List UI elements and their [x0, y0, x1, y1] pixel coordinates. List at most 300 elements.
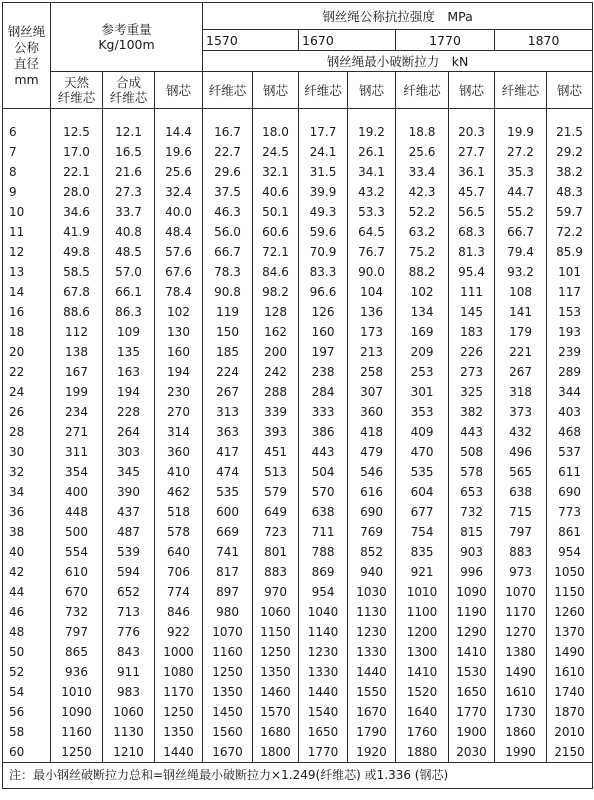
value-cell: 1350 — [203, 682, 253, 702]
value-cell: 45.7 — [449, 182, 495, 202]
table-row — [3, 222, 593, 242]
value-cell: 1200 — [396, 622, 449, 642]
value-cell: 78.4 — [155, 282, 203, 302]
value-cell: 96.6 — [299, 282, 348, 302]
value-cell: 1290 — [449, 622, 495, 642]
diameter-cell: 18 — [3, 322, 51, 342]
value-cell: 903 — [449, 542, 495, 562]
value-cell: 897 — [203, 582, 253, 602]
value-cell: 1760 — [396, 722, 449, 742]
table-row — [3, 262, 593, 282]
value-cell: 34.6 — [51, 202, 103, 222]
table-row — [3, 622, 593, 642]
value-cell: 179 — [495, 322, 547, 342]
value-cell: 75.2 — [396, 242, 449, 262]
value-cell: 715 — [495, 502, 547, 522]
value-cell: 224 — [203, 362, 253, 382]
value-cell: 1350 — [155, 722, 203, 742]
value-cell: 36.1 — [449, 162, 495, 182]
value-cell: 19.2 — [348, 122, 396, 142]
value-cell: 437 — [103, 502, 155, 522]
value-cell: 43.2 — [348, 182, 396, 202]
value-cell: 1300 — [396, 642, 449, 662]
value-cell: 109 — [103, 322, 155, 342]
value-cell: 400 — [51, 482, 103, 502]
table-row — [3, 182, 593, 202]
value-cell: 1680 — [253, 722, 299, 742]
value-cell: 1130 — [348, 602, 396, 622]
value-cell: 462 — [155, 482, 203, 502]
value-cell: 537 — [547, 442, 593, 462]
value-cell: 741 — [203, 542, 253, 562]
grade-1770-fiber-header: 纤维芯 — [396, 72, 449, 109]
value-cell: 135 — [103, 342, 155, 362]
value-cell: 1040 — [299, 602, 348, 622]
value-cell: 443 — [449, 422, 495, 442]
value-cell: 59.7 — [547, 202, 593, 222]
strength-grade-1770: 1770 — [396, 30, 495, 51]
value-cell: 66.7 — [495, 222, 547, 242]
diameter-cell: 13 — [3, 262, 51, 282]
value-cell: 49.3 — [299, 202, 348, 222]
diameter-cell: 34 — [3, 482, 51, 502]
diameter-cell: 58 — [3, 722, 51, 742]
value-cell: 193 — [547, 322, 593, 342]
value-cell: 578 — [449, 462, 495, 482]
value-cell: 1160 — [51, 722, 103, 742]
value-cell: 68.3 — [449, 222, 495, 242]
weight-synthetic-fiber-line-2: 纤维芯 — [109, 90, 148, 105]
value-cell: 711 — [299, 522, 348, 542]
value-cell: 101 — [547, 262, 593, 282]
value-cell: 228 — [103, 402, 155, 422]
value-cell: 35.3 — [495, 162, 547, 182]
value-cell: 1270 — [495, 622, 547, 642]
value-cell: 1250 — [253, 642, 299, 662]
value-cell: 508 — [449, 442, 495, 462]
value-cell: 20.3 — [449, 122, 495, 142]
value-cell: 16.7 — [203, 122, 253, 142]
table-row — [3, 142, 593, 162]
table-row — [3, 662, 593, 682]
value-cell: 32.4 — [155, 182, 203, 202]
value-cell: 25.6 — [155, 162, 203, 182]
value-cell: 63.2 — [396, 222, 449, 242]
value-cell: 443 — [299, 442, 348, 462]
value-cell: 289 — [547, 362, 593, 382]
table-header — [3, 3, 593, 109]
value-cell: 78.3 — [203, 262, 253, 282]
diameter-cell: 56 — [3, 702, 51, 722]
value-cell: 24.1 — [299, 142, 348, 162]
value-cell: 57.6 — [155, 242, 203, 262]
diameter-cell: 10 — [3, 202, 51, 222]
value-cell: 90.0 — [348, 262, 396, 282]
diameter-cell: 12 — [3, 242, 51, 262]
table-row — [3, 562, 593, 582]
value-cell: 706 — [155, 562, 203, 582]
value-cell: 1450 — [203, 702, 253, 722]
value-cell: 1870 — [547, 702, 593, 722]
value-cell: 57.0 — [103, 262, 155, 282]
table-row — [3, 422, 593, 442]
value-cell: 12.1 — [103, 122, 155, 142]
value-cell: 119 — [203, 302, 253, 322]
value-cell: 34.1 — [348, 162, 396, 182]
value-cell: 27.3 — [103, 182, 155, 202]
value-cell: 33.4 — [396, 162, 449, 182]
value-cell: 28.0 — [51, 182, 103, 202]
value-cell: 732 — [449, 502, 495, 522]
value-cell: 169 — [396, 322, 449, 342]
value-cell: 48.5 — [103, 242, 155, 262]
diameter-cell: 44 — [3, 582, 51, 602]
value-cell: 67.8 — [51, 282, 103, 302]
value-cell: 835 — [396, 542, 449, 562]
diameter-header — [3, 3, 51, 109]
value-cell: 17.0 — [51, 142, 103, 162]
value-cell: 18.0 — [253, 122, 299, 142]
grade-1670-fiber-header: 纤维芯 — [299, 72, 348, 109]
value-cell: 76.7 — [348, 242, 396, 262]
value-cell: 1800 — [253, 742, 299, 763]
value-cell: 604 — [396, 482, 449, 502]
table-body — [3, 109, 593, 763]
value-cell: 513 — [253, 462, 299, 482]
value-cell: 44.7 — [495, 182, 547, 202]
diameter-cell: 24 — [3, 382, 51, 402]
value-cell: 303 — [103, 442, 155, 462]
table-row — [3, 402, 593, 422]
value-cell: 403 — [547, 402, 593, 422]
value-cell: 46.3 — [203, 202, 253, 222]
value-cell: 49.8 — [51, 242, 103, 262]
value-cell: 1670 — [203, 742, 253, 763]
value-cell: 1740 — [547, 682, 593, 702]
value-cell: 19.6 — [155, 142, 203, 162]
value-cell: 1250 — [51, 742, 103, 763]
value-cell: 48.3 — [547, 182, 593, 202]
value-cell: 797 — [495, 522, 547, 542]
table-row — [3, 602, 593, 622]
value-cell: 66.7 — [203, 242, 253, 262]
value-cell: 27.2 — [495, 142, 547, 162]
value-cell: 353 — [396, 402, 449, 422]
value-cell: 194 — [155, 362, 203, 382]
value-cell: 318 — [495, 382, 547, 402]
value-cell: 60.6 — [253, 222, 299, 242]
table-note: 注：最小钢丝破断拉力总和=钢丝绳最小破断拉力×1.249(纤维芯) 或1.336 (钢芯) — [3, 763, 593, 789]
table-row — [3, 542, 593, 562]
value-cell: 1090 — [449, 582, 495, 602]
value-cell: 579 — [253, 482, 299, 502]
diameter-cell: 20 — [3, 342, 51, 362]
value-cell: 64.5 — [348, 222, 396, 242]
value-cell: 238 — [299, 362, 348, 382]
table-row — [3, 742, 593, 763]
value-cell: 67.6 — [155, 262, 203, 282]
value-cell: 1410 — [449, 642, 495, 662]
value-cell: 773 — [547, 502, 593, 522]
value-cell: 713 — [103, 602, 155, 622]
value-cell: 1370 — [547, 622, 593, 642]
value-cell: 861 — [547, 522, 593, 542]
diameter-cell: 46 — [3, 602, 51, 622]
value-cell: 52.2 — [396, 202, 449, 222]
value-cell: 788 — [299, 542, 348, 562]
value-cell: 81.3 — [449, 242, 495, 262]
value-cell: 1070 — [495, 582, 547, 602]
grade-1570-steel-header: 钢芯 — [253, 72, 299, 109]
value-cell: 1150 — [253, 622, 299, 642]
value-cell: 1650 — [449, 682, 495, 702]
diameter-cell: 54 — [3, 682, 51, 702]
value-cell: 301 — [396, 382, 449, 402]
value-cell: 801 — [253, 542, 299, 562]
value-cell: 954 — [547, 542, 593, 562]
weight-synthetic-fiber-header — [103, 72, 155, 109]
value-cell: 649 — [253, 502, 299, 522]
value-cell: 865 — [51, 642, 103, 662]
value-cell: 14.4 — [155, 122, 203, 142]
value-cell: 1730 — [495, 702, 547, 722]
weight-steel-core-header: 钢芯 — [155, 72, 203, 109]
value-cell: 31.5 — [299, 162, 348, 182]
ref-weight-header-unit: Kg/100m — [98, 37, 155, 52]
value-cell: 1860 — [495, 722, 547, 742]
table-row — [3, 302, 593, 322]
value-cell: 145 — [449, 302, 495, 322]
value-cell: 815 — [449, 522, 495, 542]
table-row — [3, 282, 593, 302]
value-cell: 1150 — [547, 582, 593, 602]
value-cell: 138 — [51, 342, 103, 362]
value-cell: 128 — [253, 302, 299, 322]
value-cell: 2010 — [547, 722, 593, 742]
value-cell: 1140 — [299, 622, 348, 642]
value-cell: 29.6 — [203, 162, 253, 182]
value-cell: 141 — [495, 302, 547, 322]
value-cell: 22.1 — [51, 162, 103, 182]
value-cell: 354 — [51, 462, 103, 482]
value-cell: 153 — [547, 302, 593, 322]
value-cell: 38.2 — [547, 162, 593, 182]
value-cell: 386 — [299, 422, 348, 442]
value-cell: 242 — [253, 362, 299, 382]
diameter-cell: 40 — [3, 542, 51, 562]
value-cell: 1160 — [203, 642, 253, 662]
value-cell: 344 — [547, 382, 593, 402]
value-cell: 1520 — [396, 682, 449, 702]
value-cell: 98.2 — [253, 282, 299, 302]
table-row — [3, 642, 593, 662]
value-cell: 1350 — [253, 662, 299, 682]
value-cell: 230 — [155, 382, 203, 402]
diameter-cell: 22 — [3, 362, 51, 382]
value-cell: 19.9 — [495, 122, 547, 142]
value-cell: 2150 — [547, 742, 593, 763]
value-cell: 797 — [51, 622, 103, 642]
value-cell: 1130 — [103, 722, 155, 742]
value-cell: 85.9 — [547, 242, 593, 262]
value-cell: 578 — [155, 522, 203, 542]
value-cell: 1610 — [547, 662, 593, 682]
value-cell: 56.5 — [449, 202, 495, 222]
value-cell: 1440 — [299, 682, 348, 702]
value-cell: 983 — [103, 682, 155, 702]
value-cell: 754 — [396, 522, 449, 542]
value-cell: 18.8 — [396, 122, 449, 142]
value-cell: 95.4 — [449, 262, 495, 282]
value-cell: 1670 — [348, 702, 396, 722]
table-row — [3, 342, 593, 362]
value-cell: 32.1 — [253, 162, 299, 182]
value-cell: 360 — [348, 402, 396, 422]
value-cell: 500 — [51, 522, 103, 542]
value-cell: 213 — [348, 342, 396, 362]
value-cell: 12.5 — [51, 122, 103, 142]
breaking-force-header: 钢丝绳最小破断拉力 kN — [203, 51, 593, 72]
value-cell: 846 — [155, 602, 203, 622]
value-cell: 554 — [51, 542, 103, 562]
value-cell: 22.7 — [203, 142, 253, 162]
value-cell: 518 — [155, 502, 203, 522]
table-row — [3, 482, 593, 502]
value-cell: 271 — [51, 422, 103, 442]
value-cell: 1650 — [299, 722, 348, 742]
diameter-cell: 38 — [3, 522, 51, 542]
diameter-cell: 28 — [3, 422, 51, 442]
table-row — [3, 722, 593, 742]
value-cell: 1230 — [348, 622, 396, 642]
diameter-cell: 8 — [3, 162, 51, 182]
ref-weight-header — [51, 3, 203, 72]
value-cell: 1330 — [299, 662, 348, 682]
value-cell: 83.3 — [299, 262, 348, 282]
value-cell: 150 — [203, 322, 253, 342]
value-cell: 921 — [396, 562, 449, 582]
value-cell: 940 — [348, 562, 396, 582]
value-cell: 234 — [51, 402, 103, 422]
diameter-cell: 48 — [3, 622, 51, 642]
diameter-cell: 50 — [3, 642, 51, 662]
value-cell: 1440 — [348, 662, 396, 682]
table-row — [3, 442, 593, 462]
value-cell: 432 — [495, 422, 547, 442]
value-cell: 470 — [396, 442, 449, 462]
value-cell: 565 — [495, 462, 547, 482]
value-cell: 996 — [449, 562, 495, 582]
value-cell: 173 — [348, 322, 396, 342]
value-cell: 1490 — [495, 662, 547, 682]
value-cell: 1030 — [348, 582, 396, 602]
value-cell: 690 — [547, 482, 593, 502]
value-cell: 345 — [103, 462, 155, 482]
value-cell: 954 — [299, 582, 348, 602]
value-cell: 1790 — [348, 722, 396, 742]
weight-natural-fiber-header — [51, 72, 103, 109]
value-cell: 1640 — [396, 702, 449, 722]
value-cell: 183 — [449, 322, 495, 342]
value-cell: 970 — [253, 582, 299, 602]
value-cell: 111 — [449, 282, 495, 302]
value-cell: 360 — [155, 442, 203, 462]
value-cell: 1070 — [203, 622, 253, 642]
value-cell: 163 — [103, 362, 155, 382]
value-cell: 1530 — [449, 662, 495, 682]
value-cell: 102 — [396, 282, 449, 302]
diameter-header-line-3: 直径 — [13, 55, 39, 71]
value-cell: 363 — [203, 422, 253, 442]
value-cell: 311 — [51, 442, 103, 462]
value-cell: 611 — [547, 462, 593, 482]
wire-rope-table — [2, 2, 593, 789]
diameter-cell: 42 — [3, 562, 51, 582]
strength-grade-1670: 1670 — [299, 30, 396, 51]
value-cell: 1250 — [155, 702, 203, 722]
value-cell: 1330 — [348, 642, 396, 662]
strength-grade-1870: 1870 — [495, 30, 593, 51]
value-cell: 1000 — [155, 642, 203, 662]
value-cell: 66.1 — [103, 282, 155, 302]
value-cell: 50.1 — [253, 202, 299, 222]
value-cell: 17.7 — [299, 122, 348, 142]
value-cell: 339 — [253, 402, 299, 422]
value-cell: 496 — [495, 442, 547, 462]
value-cell: 314 — [155, 422, 203, 442]
value-cell: 16.5 — [103, 142, 155, 162]
value-cell: 474 — [203, 462, 253, 482]
value-cell: 42.3 — [396, 182, 449, 202]
value-cell: 883 — [253, 562, 299, 582]
diameter-cell: 6 — [3, 122, 51, 142]
diameter-header-line-2: 公称 — [13, 39, 39, 55]
value-cell: 33.7 — [103, 202, 155, 222]
table-row — [3, 362, 593, 382]
value-cell: 382 — [449, 402, 495, 422]
value-cell: 723 — [253, 522, 299, 542]
value-cell: 93.2 — [495, 262, 547, 282]
value-cell: 1010 — [396, 582, 449, 602]
value-cell: 226 — [449, 342, 495, 362]
value-cell: 55.2 — [495, 202, 547, 222]
value-cell: 39.9 — [299, 182, 348, 202]
value-cell: 1090 — [51, 702, 103, 722]
value-cell: 1920 — [348, 742, 396, 763]
diameter-cell: 36 — [3, 502, 51, 522]
value-cell: 1170 — [495, 602, 547, 622]
value-cell: 37.5 — [203, 182, 253, 202]
value-cell: 29.2 — [547, 142, 593, 162]
value-cell: 843 — [103, 642, 155, 662]
value-cell: 162 — [253, 322, 299, 342]
value-cell: 104 — [348, 282, 396, 302]
value-cell: 53.3 — [348, 202, 396, 222]
value-cell: 21.6 — [103, 162, 155, 182]
value-cell: 197 — [299, 342, 348, 362]
table-row — [3, 522, 593, 542]
value-cell: 1550 — [348, 682, 396, 702]
value-cell: 1560 — [203, 722, 253, 742]
value-cell: 70.9 — [299, 242, 348, 262]
value-cell: 221 — [495, 342, 547, 362]
value-cell: 852 — [348, 542, 396, 562]
value-cell: 40.8 — [103, 222, 155, 242]
value-cell: 690 — [348, 502, 396, 522]
value-cell: 393 — [253, 422, 299, 442]
value-cell: 1060 — [253, 602, 299, 622]
diameter-cell: 14 — [3, 282, 51, 302]
